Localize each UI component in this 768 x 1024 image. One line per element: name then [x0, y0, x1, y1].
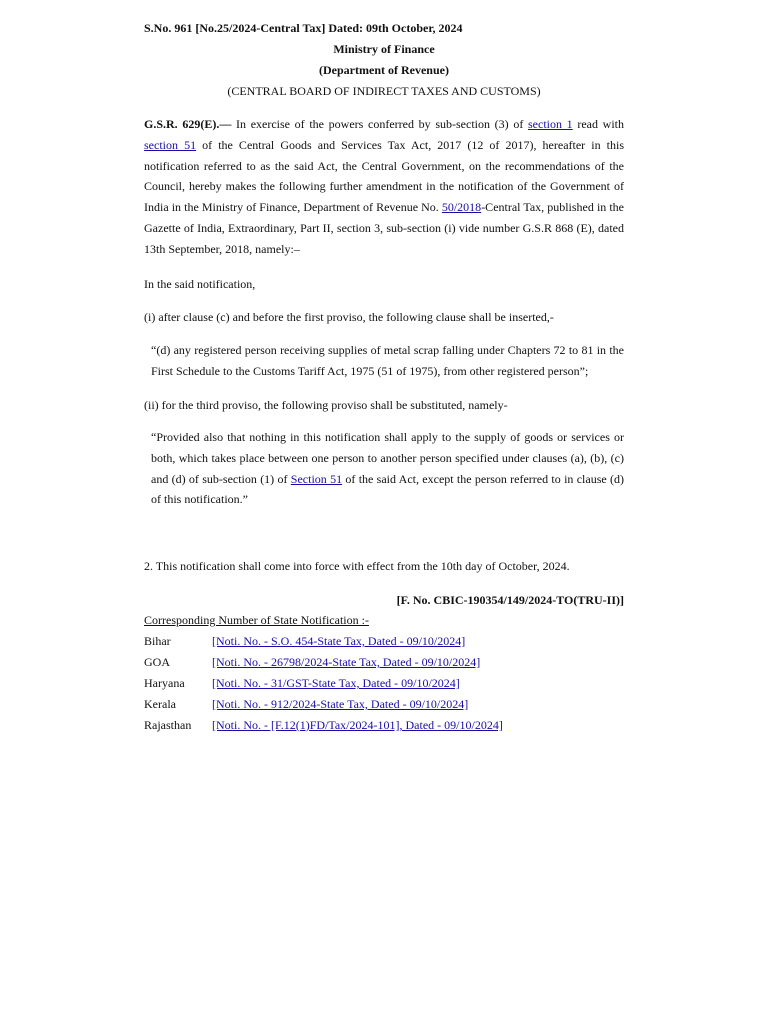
clause-i: (i) after clause (c) and before the first proviso, the following clause shall be inserted,-	[144, 310, 554, 324]
in-said-notification: In the said notification,	[144, 277, 256, 291]
inserted-clause-quote: “(d) any registered person receiving supplies of metal scrap falling under Chapters 72 to 81 in the First Schedule to the Customs Tariff Act, 1975 (51 of 1975), from other registered person”;	[151, 343, 624, 378]
state-notification-link[interactable]: [Noti. No. - 31/GST-State Tax, Dated - 09/10/2024]	[212, 676, 460, 690]
effective-date-paragraph: 2. This notification shall come into force with effect from the 10th day of October, 2024.	[144, 559, 570, 573]
gsr-label: G.S.R. 629(E).—	[144, 117, 232, 131]
board-title: (CENTRAL BOARD OF INDIRECT TAXES AND CUSTOMS)	[227, 84, 541, 98]
state-name: GOA	[144, 655, 170, 669]
notification-50-2018-link[interactable]: 50/2018	[441, 200, 482, 215]
section-51-link[interactable]: section 51	[144, 137, 197, 152]
substituted-proviso-quote	[151, 427, 624, 510]
state-name: Bihar	[144, 634, 171, 648]
state-row-rajasthan	[144, 716, 624, 734]
proviso-text-a: “Provided also that nothing in this notification shall apply to the supply of goods or services or both, which takes place between one person to another person specified under clauses (a), (b), (c) and (d) of sub-section (1) of	[151, 430, 624, 486]
gsr-text-c: of the Central Goods and Services Tax Act, 2017 (12 of 2017), hereafter in this notification referred to as the said Act, the Central Government, on the recommendations of the Council, hereby makes the following further amendment in the notification of the Government of India in the Ministry of Finance, Department of Revenue No.	[144, 137, 624, 215]
section-1-link[interactable]: section 1	[528, 117, 573, 131]
gsr-text-b: read with	[572, 117, 625, 131]
serial-number-line: S.No. 961 [No.25/2024-Central Tax] Dated: 09th October, 2024	[144, 21, 463, 35]
section-51-proviso-link[interactable]: Section 51	[290, 471, 343, 486]
gsr-paragraph	[144, 114, 624, 260]
state-notifications-heading-text: Corresponding Number of State Notification :-	[144, 613, 369, 627]
file-number: [F. No. CBIC-190354/149/2024-TO(TRU-II)]	[396, 593, 624, 607]
state-notifications-heading	[144, 612, 624, 628]
gsr-text-a: In exercise of the powers conferred by sub-section (3) of	[231, 117, 528, 131]
ministry-title: Ministry of Finance	[333, 42, 435, 56]
department-title: (Department of Revenue)	[319, 63, 449, 77]
gsr-text-d: -Central Tax, published in the Gazette of India, Extraordinary, Part II, section 3, sub-section (i) vide number G.S.R 868 (E), dated 13th September, 2018, namely:–	[144, 200, 624, 256]
state-row-goa	[144, 653, 624, 671]
clause-ii: (ii) for the third proviso, the following proviso shall be substituted, namely-	[144, 398, 508, 412]
state-notification-link[interactable]: [Noti. No. - S.O. 454-State Tax, Dated - 09/10/2024]	[212, 634, 466, 648]
proviso-text-b: of the said Act, except the person referred to in clause (d) of this notification.”	[151, 471, 624, 507]
state-name: Kerala	[144, 697, 176, 711]
state-name: Haryana	[144, 676, 185, 690]
state-name: Rajasthan	[144, 718, 192, 732]
state-notification-link[interactable]: [Noti. No. - [F.12(1)FD/Tax/2024-101], Dated - 09/10/2024]	[212, 718, 503, 732]
state-row-haryana	[144, 674, 624, 692]
state-row-kerala	[144, 695, 624, 713]
state-notification-link[interactable]: [Noti. No. - 912/2024-State Tax, Dated - 09/10/2024]	[212, 697, 469, 711]
state-notification-link[interactable]: [Noti. No. - 26798/2024-State Tax, Dated - 09/10/2024]	[212, 655, 481, 669]
state-row-bihar	[144, 632, 624, 650]
